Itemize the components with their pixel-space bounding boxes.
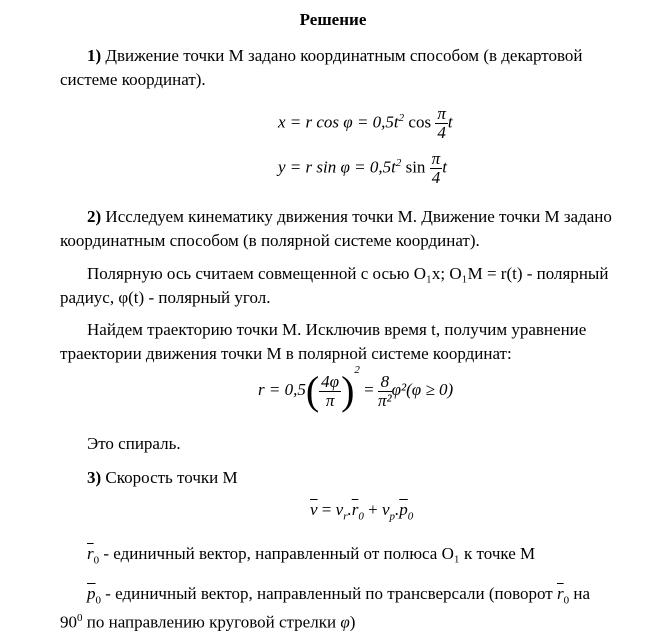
angle-degree: 0: [77, 612, 83, 624]
eq-y-exp: 2: [395, 156, 402, 169]
equation-trajectory: [258, 364, 454, 414]
paragraph-8-end: ): [349, 612, 356, 632]
eq-y-den: 4: [431, 168, 441, 187]
paragraph-2-line-1: [87, 205, 640, 229]
eq-r-fraction-2: [378, 373, 392, 410]
equation-velocity: $\overline{v} = v_r.\overline{r}_0 + v_p.\overline{p}_0$: [310, 500, 414, 523]
eq-y-num: π: [431, 149, 441, 168]
eq-y-fraction: [430, 150, 443, 187]
eq-r-num: 4φ: [321, 371, 340, 391]
paragraph-2-text: Исследуем кинематику движения точки M. Движение точки M задано: [105, 207, 612, 226]
eq-x-lhs: x = r cos φ = 0,5t: [278, 112, 399, 132]
eq-x-func: cos: [408, 112, 432, 132]
eq-r-equals: =: [364, 380, 374, 399]
r0-symbol: $\overline{r}$: [87, 544, 94, 563]
eq-y-tail: t: [442, 157, 447, 177]
eq-r-exp: 2: [354, 364, 360, 376]
paragraph-6: [87, 466, 640, 490]
eq-x-exp: 2: [398, 111, 405, 124]
eq-y-func: sin: [405, 157, 426, 177]
p0-symbol: $\overline{p}$: [87, 584, 96, 603]
right-paren: ): [341, 368, 355, 414]
paragraph-4-line-1: Найдем траекторию точки M. Исключив время t, получим уравнение: [87, 320, 587, 339]
r0-symbol-sub: 0: [93, 554, 100, 567]
eq-r-fraction: [319, 373, 341, 410]
paragraph-8-text: - единичный вектор, направленный по трансверсали (поворот: [101, 584, 557, 603]
eq-r-num2: 8: [378, 373, 392, 392]
paragraph-2-line-2: координатным способом (в полярной системе координат).: [60, 231, 480, 250]
phi-symbol: φ: [340, 612, 350, 632]
item-number-1: 1): [87, 46, 102, 65]
r0-symbol-2: $\overline{r}$: [556, 584, 564, 603]
left-paren: (: [305, 368, 320, 414]
eq-y-lhs: y = r sin φ = 0,5t: [278, 157, 396, 177]
paragraph-3-line-1: Полярную ось считаем совмещенной с осью O₁x; O₁M = r(t) - полярный: [87, 264, 609, 283]
eq-x-fraction: [435, 105, 448, 142]
paragraph-5: Это спираль.: [87, 434, 181, 453]
item-number-3: 3): [87, 468, 102, 487]
eq-x-den: 4: [437, 123, 446, 142]
paragraph-6-text: Скорость точки M: [105, 468, 238, 487]
equation-x: [278, 105, 453, 142]
r0-symbol-2-sub: 0: [563, 594, 570, 607]
paragraph-7: [87, 542, 640, 572]
eq-r0: $\overline{r}$: [351, 500, 359, 519]
item-number-2: 2): [87, 207, 102, 226]
eq-x-num: π: [437, 104, 446, 123]
eq-plus: +: [368, 500, 378, 519]
paragraph-8-tail: на: [569, 584, 590, 603]
eq-vp: v: [381, 500, 390, 519]
eq-vr: v: [335, 500, 344, 519]
eq-p0-sub: 0: [407, 510, 414, 523]
paragraph-8-line-2-text: по направлению круговой стрелки: [82, 612, 341, 632]
paragraph-1-line-1: [87, 44, 640, 68]
paragraph-1-text: Движение точки M задано координатным способом (в декартовой: [105, 46, 583, 65]
paragraph-8-line-2: [60, 606, 640, 635]
eq-r-den: π: [325, 390, 335, 410]
eq-v-equals: =: [321, 500, 332, 519]
p0-symbol-sub: 0: [95, 594, 101, 607]
eq-r-lhs: r = 0,5: [258, 380, 306, 399]
eq-r0-sub: 0: [358, 510, 364, 523]
eq-x-tail: t: [447, 112, 453, 132]
paragraph-3-line-2: радиус, φ(t) - полярный угол.: [60, 288, 271, 307]
eq-vp-sub: p: [389, 510, 395, 523]
section-title: Решение: [299, 10, 367, 29]
paragraph-7-text: - единичный вектор, направленный от полюса O₁ к точке M: [99, 544, 536, 563]
eq-vr-sub: r: [343, 510, 348, 523]
eq-v: $\overline{v}$: [310, 500, 318, 519]
paragraph-4-line-2: траектории движения точки M в полярной системе координат:: [60, 344, 512, 363]
eq-p0: $\overline{p}$: [399, 500, 408, 519]
angle-value: 90: [60, 612, 77, 632]
equation-y: [278, 150, 447, 187]
paragraph-1-line-2: системе координат).: [60, 70, 206, 89]
eq-r-tail: φ²(φ ≥ 0): [391, 380, 454, 399]
eq-r-den2: π²: [378, 390, 392, 410]
